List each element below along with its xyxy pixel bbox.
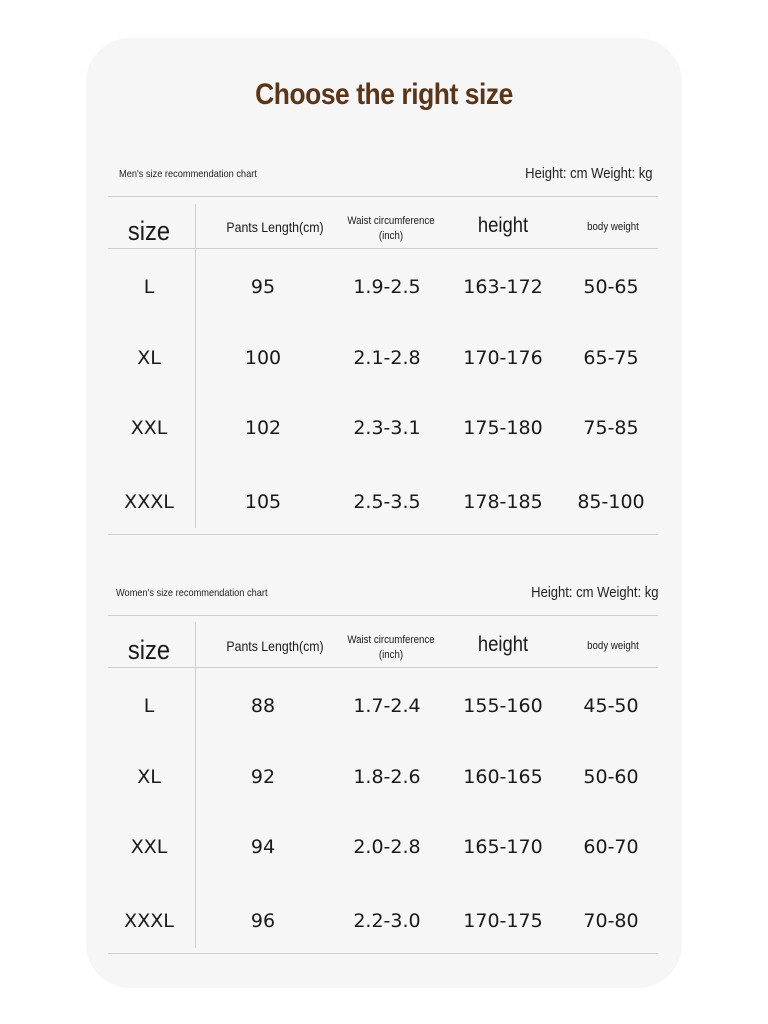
women-header-body-weight: body weight [587, 640, 639, 652]
women-header-waist [334, 633, 448, 663]
men-cell-waist: 1.9-2.5 [353, 276, 421, 298]
men-cell-waist: 2.5-3.5 [353, 491, 421, 513]
men-cell-body-weight: 75-85 [583, 417, 639, 439]
men-top-rule [108, 196, 658, 197]
men-cell-body-weight: 85-100 [577, 491, 645, 513]
women-cell-height: 160-165 [463, 766, 543, 788]
women-header-waist-line1: Waist circumference [347, 634, 435, 646]
men-cell-body-weight: 50-65 [583, 276, 639, 298]
men-header-size: size [127, 216, 171, 246]
men-chart-caption: Men's size recommendation chart [119, 168, 257, 180]
men-bottom-rule [108, 534, 658, 535]
page-title: Choose the right size [255, 78, 513, 111]
men-cell-waist: 2.3-3.1 [353, 417, 421, 439]
men-cell-height: 175-180 [463, 417, 543, 439]
women-cell-body-weight: 70-80 [583, 910, 639, 932]
men-cell-height: 163-172 [463, 276, 543, 298]
men-header-rule [108, 248, 658, 249]
women-cell-height: 155-160 [463, 695, 543, 717]
men-units-label: Height: cm Weight: kg [525, 166, 653, 182]
women-cell-size: XXL [130, 836, 168, 858]
women-cell-pants-length: 96 [250, 910, 276, 932]
women-cell-height: 165-170 [463, 836, 543, 858]
women-cell-size: XL [137, 766, 161, 788]
women-cell-body-weight: 50-60 [583, 766, 639, 788]
women-chart-caption: Women's size recommendation chart [116, 587, 268, 599]
women-cell-pants-length: 88 [250, 695, 276, 717]
men-header-pants-length: Pants Length(cm) [226, 219, 324, 235]
women-cell-body-weight: 60-70 [583, 836, 639, 858]
men-cell-pants-length: 100 [244, 347, 282, 369]
women-bottom-rule [108, 953, 658, 954]
men-header-waist [334, 214, 448, 244]
men-cell-pants-length: 95 [250, 276, 276, 298]
men-cell-size: XXXL [124, 491, 174, 513]
women-top-rule [108, 615, 658, 616]
men-cell-height: 178-185 [463, 491, 543, 513]
men-cell-size: L [143, 276, 155, 298]
men-cell-waist: 2.1-2.8 [353, 347, 421, 369]
women-cell-pants-length: 92 [250, 766, 276, 788]
women-cell-height: 170-175 [463, 910, 543, 932]
women-cell-waist: 1.8-2.6 [353, 766, 421, 788]
women-header-height: height [477, 633, 529, 656]
women-cell-body-weight: 45-50 [583, 695, 639, 717]
women-cell-waist: 2.2-3.0 [353, 910, 421, 932]
women-header-rule [108, 667, 658, 668]
men-header-body-weight: body weight [587, 221, 639, 233]
women-header-waist-line2: (inch) [378, 649, 404, 661]
men-cell-size: XXL [130, 417, 168, 439]
men-cell-pants-length: 102 [244, 417, 282, 439]
men-header-height: height [477, 214, 529, 237]
women-cell-waist: 1.7-2.4 [353, 695, 421, 717]
women-cell-pants-length: 94 [250, 836, 276, 858]
women-cell-size: L [143, 695, 155, 717]
men-cell-height: 170-176 [463, 347, 543, 369]
women-units-label: Height: cm Weight: kg [531, 585, 659, 601]
women-cell-size: XXXL [124, 910, 174, 932]
men-header-waist-line1: Waist circumference [347, 215, 435, 227]
women-header-pants-length: Pants Length(cm) [226, 638, 324, 654]
women-header-size: size [127, 635, 171, 665]
men-header-waist-line2: (inch) [378, 230, 404, 242]
men-cell-size: XL [137, 347, 161, 369]
men-cell-pants-length: 105 [244, 491, 282, 513]
men-cell-body-weight: 65-75 [583, 347, 639, 369]
women-cell-waist: 2.0-2.8 [353, 836, 421, 858]
